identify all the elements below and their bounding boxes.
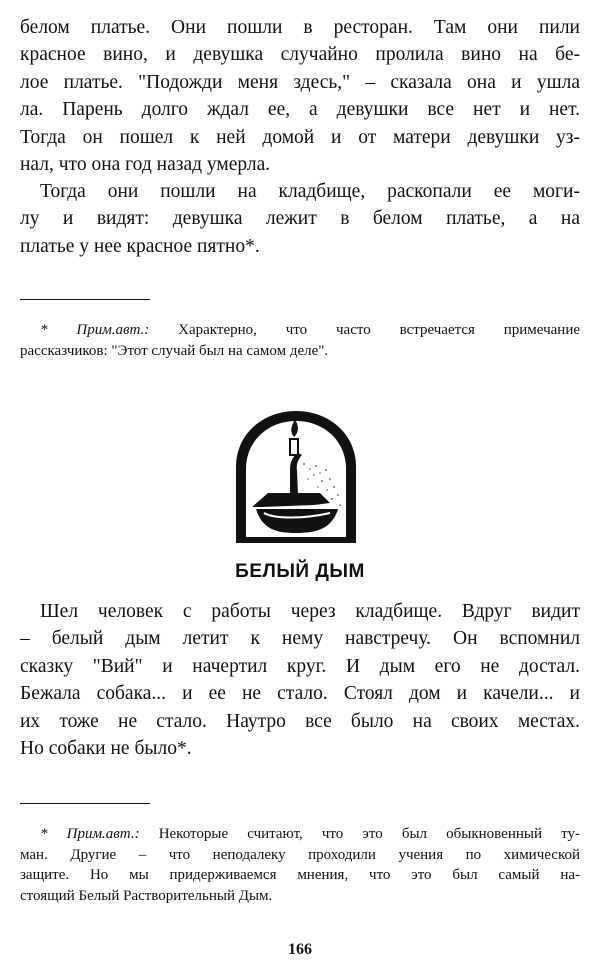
text-line: лое платье. "Подожди меня здесь," – сказала она и ушла [20,71,580,93]
footnote-line: ман. Другие – что неподалеку проходили учения по химической [20,846,580,863]
footnote-separator [20,299,150,300]
footnote-line: стоящий Белый Растворительный Дым. [20,887,273,904]
text-line: нал, что она год назад умерла. [20,154,271,176]
text-line: – белый дым летит к нему навстречу. Он вспомнил [20,628,580,650]
footnote-label: * Прим.авт.: [40,322,150,338]
text-line: их тоже не стало. Наутро все было на своих местах. [20,710,580,732]
footnote-line [20,824,580,845]
footnote-line: защите. Но мы придерживаемся мнения, что это был самый на- [20,867,580,884]
text-line: сказку "Вий" и начертил круг. И дым его не достал. [20,655,580,677]
text-line: Тогда он пошел к ней домой и от матери девушки уз- [20,126,580,148]
text-line: Бежала собака... и ее не стало. Стоял дом и качели... и [20,683,580,705]
text-line: ла. Парень долго ждал ее, а девушки все нет и нет. [20,99,580,121]
text-line: Тогда они пошли на кладбище, раскопали ее моги- [40,181,580,202]
text-line: платье у нее красное пятно*. [20,235,260,257]
text-line: белом платье. Они пошли в ресторан. Там они пили [20,17,580,38]
text-line: лу и видят: девушка лежит в белом платье, а на [20,208,580,230]
story-paragraph-3 [20,598,580,762]
footnote-2 [20,824,580,906]
footnote-label: * Прим.авт.: [40,826,140,842]
text-line: Но собаки не было*. [20,738,192,760]
story-title: БЕЛЫЙ ДЫМ [235,561,365,582]
footnote-line [20,320,580,341]
page-number: 166 [288,941,312,958]
text-line: Шел человек с работы через кладбище. Вдруг видит [40,601,580,622]
footnote-separator [20,803,150,804]
text-line: красное вино, и девушка случайно пролила вино на бе- [20,44,580,66]
story-paragraph-1 [20,14,580,178]
story-paragraph-2 [20,178,580,260]
footnote-text: Характерно, что часто встречается примечание [149,322,581,338]
footnote-line: рассказчиков: "Этот случай был на самом деле". [20,342,329,359]
candle-in-grave-icon [234,409,358,545]
footnote-1 [20,320,580,361]
footnote-text: Некоторые считают, что это был обыкновенный ту- [139,826,580,842]
